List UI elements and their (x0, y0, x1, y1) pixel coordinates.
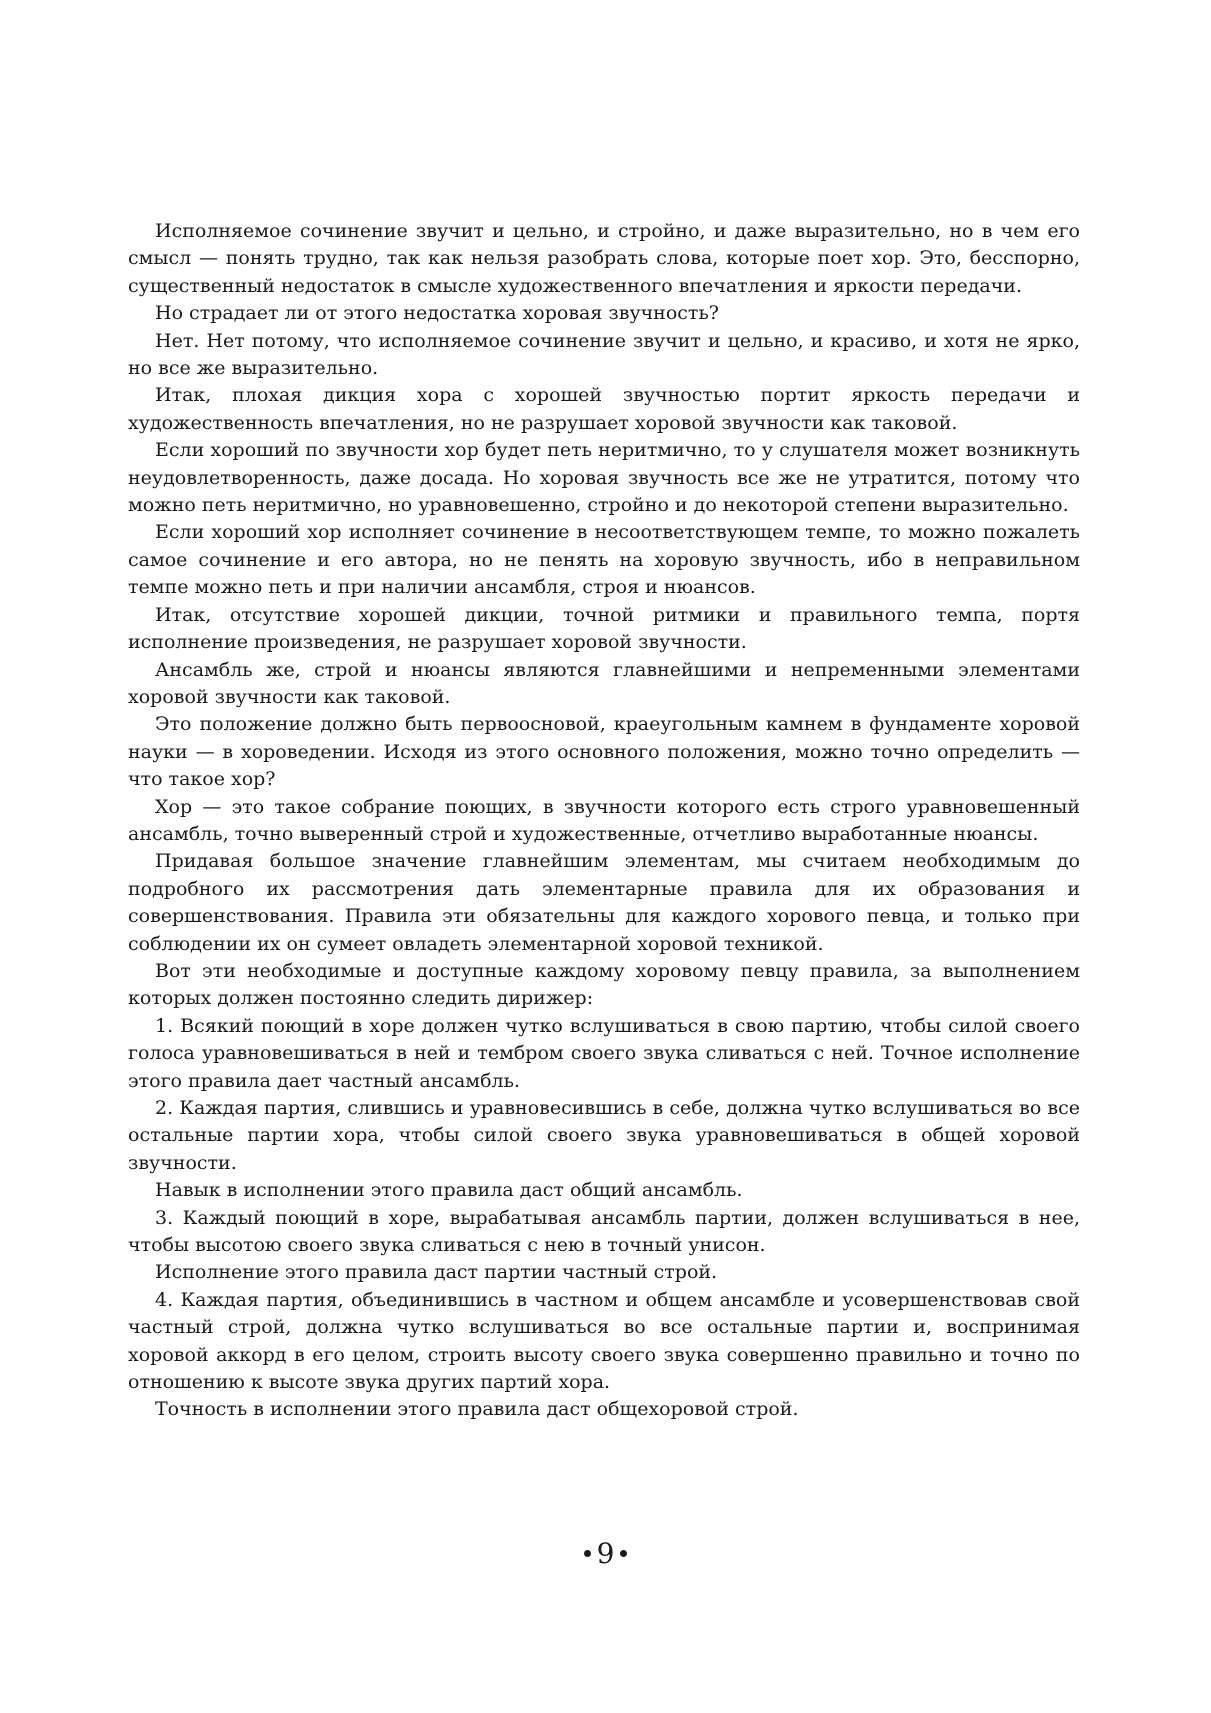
rule-3: 3. Каждый поющий в хоре, вырабатывая ансамбль партии, должен вслушиваться в нее, чтобы высотою своего звука сливаться с нею в точный унисон. (128, 1206, 1080, 1257)
paragraph: Нет. Нет потому, что исполняемое сочинение звучит и цельно, и красиво, и хотя не ярко, но все же выразительно. (128, 329, 1080, 380)
paragraph: Точность в исполнении этого правила даст общехоровой строй. (155, 1398, 799, 1421)
paragraph: Навык в исполнении этого правила даст общий ансамбль. (155, 1179, 743, 1202)
paragraph: Но страдает ли от этого недостатка хоровая звучность? (155, 302, 719, 325)
paragraph: Придавая большое значение главнейшим элементам, мы считаем необходимым до подробного их рассмотрения дать элементарные правила для их образования и совершенствования. Правила эти обязательны для каждого хорового певца, и только при соблюдении их он сумеет овладеть элементарной хоровой техникой. (128, 850, 1080, 955)
bullet-icon (620, 1550, 627, 1557)
rule-4: 4. Каждая партия, объединившись в частном и общем ансамбле и усовершенствовав свой частный строй, должна чутко вслушиваться во все остальные партии и, воспринимая хоровой аккорд в его целом, строить высоту своего звука совершенно правильно и точно по отношению к высоте звука других партий хора. (128, 1288, 1080, 1394)
paragraph: Если хороший хор исполняет сочинение в несоответствующем темпе, то можно пожалеть самое сочинение и его автора, но не пенять на хоровую звучность, ибо в неправильном темпе можно петь и при наличии ансамбля, строя и нюансов. (128, 521, 1080, 599)
paragraph: Исполняемое сочинение звучит и цельно, и стройно, и даже выразительно, но в чем его смысл — понять трудно, так как нельзя разобрать слова, которые поет хор. Это, бесспорно, существенный недостаток в смысле художественного впечатления и яркости передачи. (128, 220, 1080, 297)
rule-2: 2. Каждая партия, слившись и уравновесившись в себе, должна чутко вслушиваться во все остальные партии хора, чтобы силой своего звука уравновешиваться в общей хоровой звучности. (128, 1097, 1080, 1174)
paragraph: Исполнение этого правила даст партии частный строй. (155, 1261, 718, 1284)
page-number-value: 9 (596, 1537, 615, 1570)
paragraph: Если хороший по звучности хор будет петь неритмично, то у слушателя может возникнуть неудовлетворенность, даже досада. Но хоровая звучность все же не утратится, потому что можно петь неритмично, но уравновешенно, стройно и до некоторой степени выразительно. (128, 439, 1080, 517)
page-number (0, 1538, 1211, 1570)
paragraph: Ансамбль же, строй и нюансы являются главнейшими и непременными элементами хоровой звучности как таковой. (128, 658, 1080, 708)
rule-1: 1. Всякий поющий в хоре должен чутко вслушиваться в свою партию, чтобы силой своего голоса уравновешиваться в ней и тембром своего звука сливаться с ней. Точное исполнение этого правила дает частный ансамбль. (128, 1014, 1080, 1092)
paragraph: Итак, плохая дикция хора с хорошей звучностью портит яркость передачи и художественность впечатления, но не разрушает хоровой звучности как таковой. (128, 384, 1080, 434)
paragraph: Итак, отсутствие хорошей дикции, точной ритмики и правильного темпа, портя исполнение произведения, не разрушает хоровой звучности. (128, 603, 1080, 654)
paragraph: Это положение должно быть первоосновой, краеугольным камнем в фундаменте хоровой науки — в хороведении. Исходя из этого основного положения, можно точно определить — что такое хор? (128, 713, 1080, 791)
paragraph: Хор — это такое собрание поющих, в звучности которого есть строго уравновешенный ансамбль, точно выверенный строй и художественные, отчетливо выработанные нюансы. (128, 795, 1080, 845)
paragraph: Вот эти необходимые и доступные каждому хоровому певцу правила, за выполнением которых должен постоянно следить дирижер: (128, 959, 1080, 1010)
body-text (128, 218, 1080, 1424)
bullet-icon (584, 1550, 591, 1557)
